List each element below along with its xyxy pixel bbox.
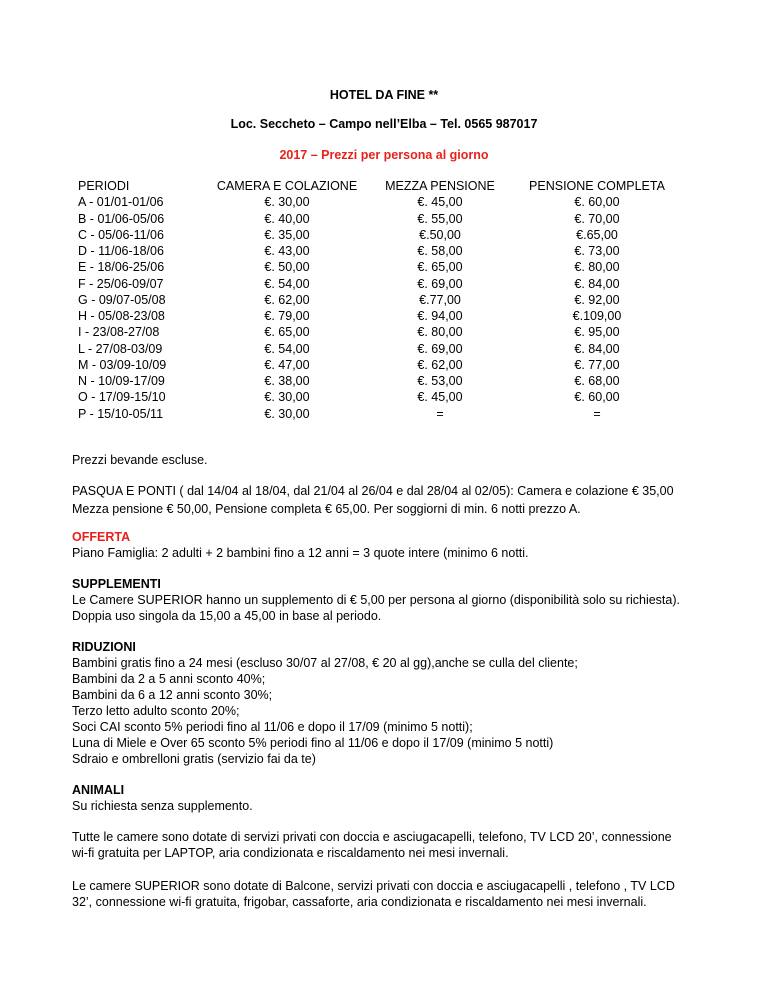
period-cell: G - 09/07-05/08 <box>78 292 166 307</box>
period-cell: P - 15/10-05/11 <box>78 406 164 421</box>
price-cell: €. 94,00 <box>417 309 463 323</box>
camere-line: Tutte le camere sono dotate di servizi privati con doccia e asciugacapelli, telefono, TV LCD 20’, connessione <box>72 830 672 844</box>
offerta-title: OFFERTA <box>72 530 131 544</box>
periods-header: PERIODI <box>78 179 130 193</box>
offerta-text: Piano Famiglia: 2 adulti + 2 bambini fino a 12 anni = 3 quote intere (minimo 6 notti. <box>72 546 529 560</box>
supplementi-section <box>72 576 712 624</box>
mezza-pensione-column <box>370 178 510 422</box>
hotel-address: Loc. Seccheto – Campo nell’Elba – Tel. 0565 987017 <box>230 117 538 131</box>
price-cell: €. 62,00 <box>264 292 310 307</box>
price-cell: €. 80,00 <box>574 260 620 275</box>
price-cell: €. 95,00 <box>574 325 620 340</box>
period-cell: E - 18/06-25/06 <box>78 260 165 275</box>
supplementi-title: SUPPLEMENTI <box>72 577 161 591</box>
period-cell: L - 27/08-03/09 <box>78 341 163 356</box>
price-cell: €.65,00 <box>576 227 618 242</box>
price-cell: €. 69,00 <box>417 341 463 356</box>
price-cell: = <box>436 406 444 421</box>
camere-line: Le camere SUPERIOR sono dotate di Balcone, servizi privati con doccia e asciugacapelli , telefono , TV LCD <box>72 879 675 893</box>
riduzioni-section <box>72 639 712 767</box>
offerta-section <box>72 529 712 561</box>
riduzioni-line: Bambini gratis fino a 24 mesi (escluso 30/07 al 27/08, € 20 al gg),anche se culla del cliente; <box>72 656 578 670</box>
price-cell: €. 30,00 <box>264 195 310 210</box>
period-cell: F - 25/06-09/07 <box>78 276 164 291</box>
price-cell: €. 84,00 <box>574 341 620 356</box>
price-cell: €. 43,00 <box>264 244 310 258</box>
period-cell: M - 03/09-10/09 <box>78 357 167 372</box>
price-cell: €. 54,00 <box>264 276 310 291</box>
mezza-pensione-header: MEZZA PENSIONE <box>385 179 495 193</box>
price-cell: €. 45,00 <box>417 195 463 210</box>
animali-title: ANIMALI <box>72 783 125 797</box>
beverages-note: Prezzi bevande escluse. <box>72 453 208 467</box>
price-cell: €. 79,00 <box>264 309 310 323</box>
pensione-completa-column <box>522 178 672 422</box>
hotel-name: HOTEL DA FINE ** <box>329 88 439 102</box>
price-cell: €. 55,00 <box>417 211 463 226</box>
riduzioni-line: Sdraio e ombrelloni gratis (servizio fai da te) <box>72 752 316 766</box>
period-cell: B - 01/06-05/06 <box>78 211 165 226</box>
price-cell: €.50,00 <box>419 227 461 242</box>
camere-line: 32’, connessione wi-fi gratuita, frigobar, cassaforte, aria condizionata e riscaldamento nei mesi invernali. <box>72 895 647 909</box>
price-cell: €. 50,00 <box>264 260 310 275</box>
riduzioni-title: RIDUZIONI <box>72 640 136 654</box>
periods-column <box>78 178 166 422</box>
price-cell: €. 73,00 <box>574 244 620 258</box>
price-cell: €. 53,00 <box>417 374 463 388</box>
period-cell: D - 11/06-18/06 <box>78 244 164 258</box>
price-cell: €. 58,00 <box>417 244 463 258</box>
price-cell: €. 30,00 <box>264 406 310 421</box>
period-cell: H - 05/08-23/08 <box>78 309 165 323</box>
supplementi-line: Doppia uso singola da 15,00 a 45,00 in base al periodo. <box>72 609 382 623</box>
price-cell: €. 65,00 <box>417 260 463 275</box>
price-cell: €. 40,00 <box>264 211 310 226</box>
camere-line: wi-fi gratuita per LAPTOP, aria condizionata e riscaldamento nei mesi invernali. <box>72 846 509 860</box>
riduzioni-line: Bambini da 6 a 12 anni sconto 30%; <box>72 688 273 702</box>
price-cell: €. 70,00 <box>574 211 620 226</box>
price-cell: €. 45,00 <box>417 390 463 405</box>
period-cell: N - 10/09-17/09 <box>78 374 165 388</box>
price-cell: €. 35,00 <box>264 227 310 242</box>
price-cell: €. 47,00 <box>264 357 310 372</box>
period-cell: A - 01/01-01/06 <box>78 195 164 210</box>
period-cell: O - 17/09-15/10 <box>78 390 166 405</box>
pasqua-line: PASQUA E PONTI ( dal 14/04 al 18/04, dal 21/04 al 26/04 e dal 28/04 al 02/05): Camera e colazione € 35,00 <box>72 484 674 498</box>
pasqua-line: Mezza pensione € 50,00, Pensione completa € 65,00. Per soggiorni di min. 6 notti prezzo A. <box>72 502 581 516</box>
price-cell: €. 54,00 <box>264 341 310 356</box>
animali-text: Su richiesta senza supplemento. <box>72 799 253 813</box>
price-cell: €. 68,00 <box>574 374 620 388</box>
period-cell: C - 05/06-11/06 <box>78 227 164 242</box>
supplementi-line: Le Camere SUPERIOR hanno un supplemento di € 5,00 per persona al giorno (disponibilità solo su richiesta). <box>72 593 680 607</box>
price-cell: €. 77,00 <box>574 357 620 372</box>
animali-section <box>72 782 712 814</box>
price-cell: €. 80,00 <box>417 325 463 340</box>
riduzioni-line: Bambini da 2 a 5 anni sconto 40%; <box>72 672 266 686</box>
price-cell: €. 38,00 <box>264 374 310 388</box>
pasqua-note <box>72 483 712 517</box>
price-cell: €. 62,00 <box>417 357 463 372</box>
price-cell: €. 84,00 <box>574 276 620 291</box>
price-cell: = <box>593 406 601 421</box>
camera-colazione-header: CAMERA E COLAZIONE <box>216 179 358 193</box>
camere-standard <box>72 829 712 861</box>
riduzioni-line: Terzo letto adulto sconto 20%; <box>72 704 240 718</box>
price-cell: €.77,00 <box>419 292 461 307</box>
price-subtitle: 2017 – Prezzi per persona al giorno <box>279 148 489 162</box>
price-cell: €. 92,00 <box>574 292 620 307</box>
period-cell: I - 23/08-27/08 <box>78 325 160 340</box>
riduzioni-line: Soci CAI sconto 5% periodi fino al 11/06 e dopo il 17/09 (minimo 5 notti); <box>72 720 473 734</box>
price-cell: €.109,00 <box>572 309 622 323</box>
camera-colazione-column <box>212 178 362 422</box>
camere-superior <box>72 878 712 910</box>
price-cell: €. 65,00 <box>264 325 310 340</box>
riduzioni-line: Luna di Miele e Over 65 sconto 5% periodi fino al 11/06 e dopo il 17/09 (minimo 5 notti) <box>72 736 554 750</box>
price-cell: €. 60,00 <box>574 390 620 405</box>
pensione-completa-header: PENSIONE COMPLETA <box>529 179 665 193</box>
price-cell: €. 30,00 <box>264 390 310 405</box>
price-cell: €. 69,00 <box>417 276 463 291</box>
price-cell: €. 60,00 <box>574 195 620 210</box>
